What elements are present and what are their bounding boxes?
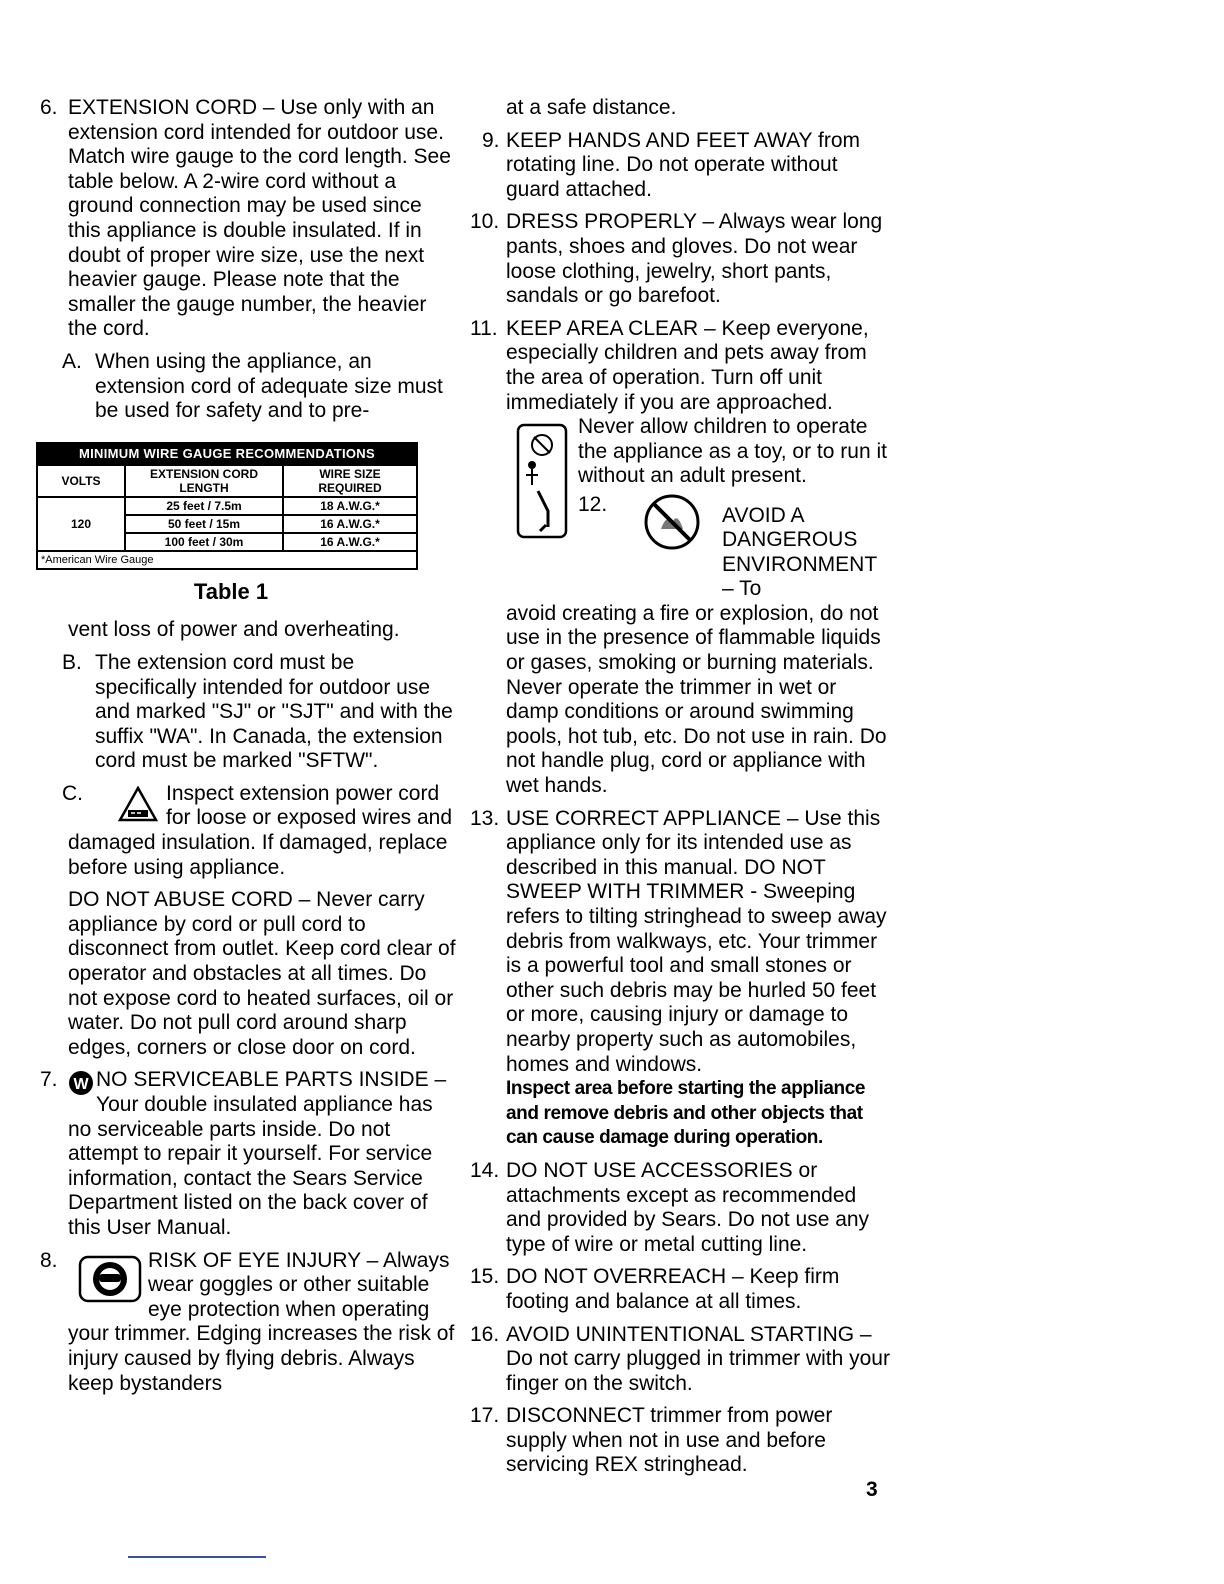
- table-row: [37, 497, 417, 515]
- length-cell: 100 feet / 30m: [125, 533, 283, 551]
- item-text-2: Inspect area before starting the appliance and remove debris and other objects that can cause damage during operation.: [506, 1078, 866, 1149]
- sub-item-b: [40, 651, 460, 774]
- electrical-warning-icon: [118, 786, 158, 829]
- length-cell: 25 feet / 7.5m: [125, 497, 283, 515]
- page-number: 3: [866, 1478, 878, 1501]
- item-text: USE CORRECT APPLIANCE – Use this appliance only for its intended use as described in this manual. DO NOT SWEEP WITH TRIMMER - Sweeping refers to tilting stringhead to sweep away debris from walkways, etc. Your trimmer is a powerful tool and small stones or other such debris may be hurled 50 feet or more, causing injury or damage to nearby property such as automobiles, homes and windows.: [506, 806, 887, 1076]
- eye-protection-icon: [78, 1251, 142, 1312]
- sub-item-text: Inspect extension power cord for loose or exposed wires and damaged insulation. If damaged, replace before using appliance.: [68, 781, 452, 879]
- item-heading: AVOID A DANGEROUS ENVIRONMENT – To: [722, 503, 877, 601]
- item-number: 9.: [482, 128, 500, 152]
- sub-item-a-continued: vent loss of power and overheating.: [68, 618, 400, 642]
- item-text: EXTENSION CORD – Use only with an extension cord intended for outdoor use. Match wire gauge to the cord length. See table below. A 2-wire cord without a ground connection may be used since this appliance is double insulated. If in doubt of proper wire size, use the next heavier gauge. Please note that the smaller the gauge number, the heavier the cord.: [68, 96, 451, 341]
- sub-item-letter: C.: [62, 781, 83, 805]
- item-12: [470, 504, 890, 799]
- item-number: 6.: [40, 96, 58, 119]
- sub-item-text: When using the appliance, an extension cord of adequate size must be used for safety and to pre-: [95, 349, 443, 423]
- item-number: 10.: [470, 210, 500, 234]
- svg-text:W: W: [73, 1076, 89, 1094]
- item-number: 7.: [40, 1068, 58, 1092]
- item-text: DO NOT USE ACCESSORIES or attachments except as recommended and provided by Sears. Do not use any type of wire or metal cutting line.: [506, 1158, 870, 1256]
- volts-cell: 120: [37, 497, 125, 551]
- item-text: KEEP HANDS AND FEET AWAY from rotating line. Do not operate without guard attached.: [506, 128, 860, 201]
- wire-gauge-table: [36, 442, 418, 570]
- item-text: avoid creating a fire or explosion, do not use in the presence of flammable liquids or gases, smoking or burning materials. Never operate the trimmer in wet or damp conditions or around swimming pools, hot tub, etc. Do not use in rain. Do not handle plug, cord or appliance with wet hands.: [506, 601, 887, 798]
- item-number: 17.: [470, 1404, 500, 1428]
- item-9: [470, 129, 890, 203]
- sub-item-c: [40, 782, 460, 880]
- wire-cell: 16 A.W.G.*: [283, 515, 417, 533]
- item-text-2: Never allow children to operate the appliance as a toy, or to run it without an adult present.: [578, 415, 887, 488]
- item-10: [470, 210, 890, 308]
- item-16: [470, 1323, 890, 1397]
- double-insulated-icon: [68, 1070, 94, 1103]
- item-number: 15.: [470, 1265, 500, 1289]
- item-text: DO NOT OVERREACH – Keep firm footing and balance at all times.: [506, 1265, 840, 1313]
- wire-cell: 18 A.W.G.*: [283, 497, 417, 515]
- length-cell: 50 feet / 15m: [125, 515, 283, 533]
- item-text: DISCONNECT trimmer from power supply when not in use and before servicing REX stringhead.: [506, 1404, 833, 1477]
- item-text: RISK OF EYE INJURY – Always wear goggles or other suitable eye protection when operating your trimmer. Edging increases the risk of injury caused by flying debris. Always keep bystanders: [68, 1248, 455, 1395]
- item-number: 8.: [40, 1248, 58, 1272]
- item-15: [470, 1265, 890, 1314]
- right-column: [470, 96, 890, 1486]
- item-text: AVOID UNINTENTIONAL STARTING – Do not carry plugged in trimmer with your finger on the switch.: [506, 1322, 890, 1395]
- item-number: 16.: [470, 1322, 500, 1346]
- item-8-continued: at a safe distance.: [506, 96, 677, 119]
- item-13: [470, 807, 890, 1151]
- wire-cell: 16 A.W.G.*: [283, 533, 417, 551]
- column-header-length: EXTENSION CORD LENGTH: [125, 465, 283, 497]
- sub-item-letter: B.: [62, 650, 82, 674]
- column-header-volts: VOLTS: [37, 465, 125, 497]
- item-7: [40, 1068, 460, 1240]
- left-column: [40, 96, 460, 1404]
- item-17: [470, 1404, 890, 1478]
- sub-item-a: [40, 350, 460, 424]
- item-number: 12.: [578, 492, 608, 516]
- item-text: KEEP AREA CLEAR – Keep everyone, especially children and pets away from the area of operation. Turn off unit immediately if you are approached.: [506, 316, 869, 414]
- do-not-abuse-cord: DO NOT ABUSE CORD – Never carry appliance by cord or pull cord to disconnect from outlet. Keep cord clear of operator and obstacles at all times. Do not expose cord to heated surfaces, oil or water. Do not pull cord around sharp edges, corners or close door on cord.: [68, 888, 456, 1059]
- item-number: 14.: [470, 1158, 500, 1182]
- sub-item-letter: A.: [62, 349, 82, 373]
- table-caption: Table 1: [193, 578, 269, 604]
- footer-rule: [128, 1556, 266, 1558]
- item-number: 11.: [470, 316, 498, 340]
- item-number: 13.: [470, 806, 500, 830]
- table-title: MINIMUM WIRE GAUGE RECOMMENDATIONS: [37, 443, 417, 465]
- item-8: [40, 1249, 460, 1397]
- sub-item-text: The extension cord must be specifically intended for outdoor use and marked "SJ" or "SJT" and with the suffix "WA". In Canada, the extension cord must be marked "SFTW".: [95, 650, 453, 773]
- column-header-wire: WIRE SIZE REQUIRED: [283, 465, 417, 497]
- item-6: [40, 96, 460, 342]
- item-14: [470, 1159, 890, 1257]
- item-text: DRESS PROPERLY – Always wear long pants, shoes and gloves. Do not wear loose clothing, jewelry, short pants, sandals or go barefoot.: [506, 210, 883, 308]
- item-text: NO SERVICEABLE PARTS INSIDE – Your double insulated appliance has no serviceable parts inside. Do not attempt to repair it yourself. For service information, contact the Sears Service Department listed on the back cover of this User Manual.: [68, 1068, 447, 1239]
- table-footnote: *American Wire Gauge: [37, 551, 417, 569]
